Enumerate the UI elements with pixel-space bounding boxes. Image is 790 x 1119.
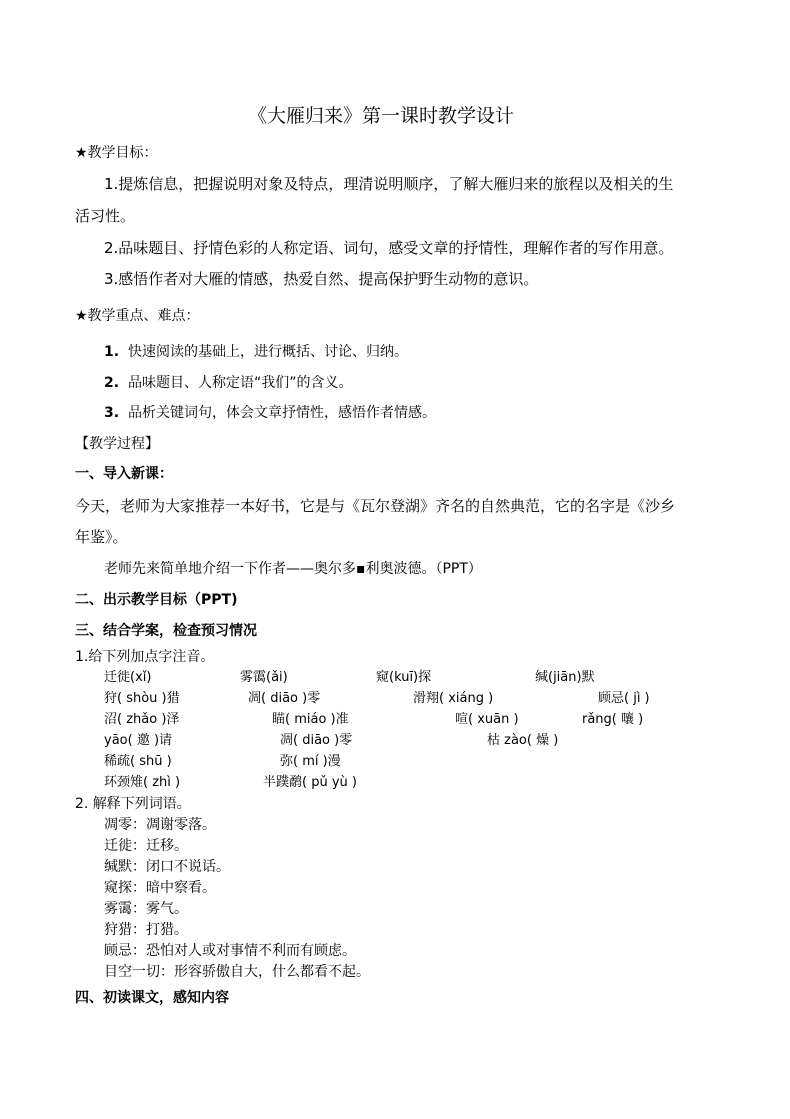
goal-item-2: 2.品味题目、抒情色彩的人称定语、词句，感受文章的抒情性，理解作者的写作用意。 <box>104 239 674 257</box>
key-point-3: 品析关键词句，体会文章抒情性，感悟作者情感。 <box>128 405 436 421</box>
pinyin-item: 狩( shòu )猎 <box>104 691 180 706</box>
key-point-1: 快速阅读的基础上，进行概括、讨论、归纳。 <box>128 344 408 360</box>
pinyin-item: yāo( 邀 )请 <box>104 733 173 748</box>
key-point-2-num: 2. <box>104 375 120 391</box>
definition-item: 目空一切：形容骄傲自大，什么都看不起。 <box>104 964 370 980</box>
pinyin-item: 雾霭(ǎi) <box>240 670 288 685</box>
pinyin-item: 稀疏( shū ) <box>104 754 172 769</box>
definition-item: 凋零：凋谢零落。 <box>104 817 216 833</box>
pinyin-item: 滑翔( xiáng ) <box>413 691 494 706</box>
section1-para2: 老师先来简单地介绍一下作者——奥尔多▪利奥波德。（PPT） <box>104 561 482 577</box>
pinyin-task-title: 1.给下列加点字注音。 <box>75 649 215 665</box>
key-point-1-num: 1. <box>104 344 120 360</box>
section1-heading: 一、导入新课： <box>75 466 173 482</box>
definition-item: 迁徙：迁移。 <box>104 838 188 854</box>
goal-item-3: 3.感悟作者对大雁的情感，热爱自然、提高保护野生动物的意识。 <box>104 270 539 288</box>
process-heading: 【教学过程】 <box>75 436 159 452</box>
section1-para1-line2: 年鉴》。 <box>75 528 128 546</box>
pinyin-item: 迁徙(xǐ) <box>104 670 152 685</box>
pinyin-item: 弥( mí )漫 <box>280 754 341 769</box>
section3-heading: 三、结合学案，检查预习情况 <box>75 623 257 639</box>
goal-item-1: 1.提炼信息，把握说明对象及特点，理清说明顺序，了解大雁归来的旅程以及相关的生 <box>104 175 674 193</box>
key-points-heading: ★教学重点、难点： <box>75 308 200 324</box>
pinyin-item: 窥(kuī)探 <box>376 670 432 685</box>
definition-item: 缄默：闭口不说话。 <box>104 859 230 875</box>
section1-para1-line1: 今天，老师为大家推荐一本好书，它是与《瓦尔登湖》齐名的自然典范，它的名字是《沙乡 <box>75 497 676 515</box>
pinyin-item: rǎng( 嚷 ) <box>582 712 644 727</box>
key-point-3-num: 3. <box>104 405 120 421</box>
section2-heading: 二、出示教学目标（PPT) <box>75 592 238 608</box>
goals-heading: ★教学目标： <box>75 145 158 161</box>
pinyin-item: 凋( diāo )零 <box>280 733 353 748</box>
section4-heading: 四、初读课文，感知内容 <box>75 990 229 1006</box>
pinyin-item: 枯 zào( 燥 ) <box>487 733 559 748</box>
pinyin-item: 半蹼鹬( pǔ yù ) <box>263 775 357 790</box>
pinyin-item: 瞄( miáo )准 <box>272 712 349 727</box>
pinyin-item: 沼( zhǎo )泽 <box>104 712 180 727</box>
pinyin-item: 环颈雉( zhì ) <box>104 775 181 790</box>
pinyin-item: 顾忌( jì ) <box>598 691 650 706</box>
pinyin-item: 缄(jiān)默 <box>535 670 595 685</box>
definition-item: 雾霭：雾气。 <box>104 901 188 917</box>
definitions-task-title: 2. 解释下列词语。 <box>75 796 191 812</box>
pinyin-item: 凋( diāo )零 <box>248 691 321 706</box>
page-title: 《大雁归来》第一课时教学设计 <box>248 105 515 127</box>
definition-item: 狩猎：打猎。 <box>104 922 188 938</box>
goal-item-1-cont: 活习性。 <box>75 207 136 225</box>
definition-item: 窥探：暗中察看。 <box>104 880 216 896</box>
definition-item: 顾忌：恐怕对人或对事情不利而有顾虑。 <box>104 943 356 959</box>
pinyin-item: 喧( xuān ) <box>455 712 519 727</box>
key-point-2: 品味题目、人称定语“我们”的含义。 <box>128 375 353 391</box>
